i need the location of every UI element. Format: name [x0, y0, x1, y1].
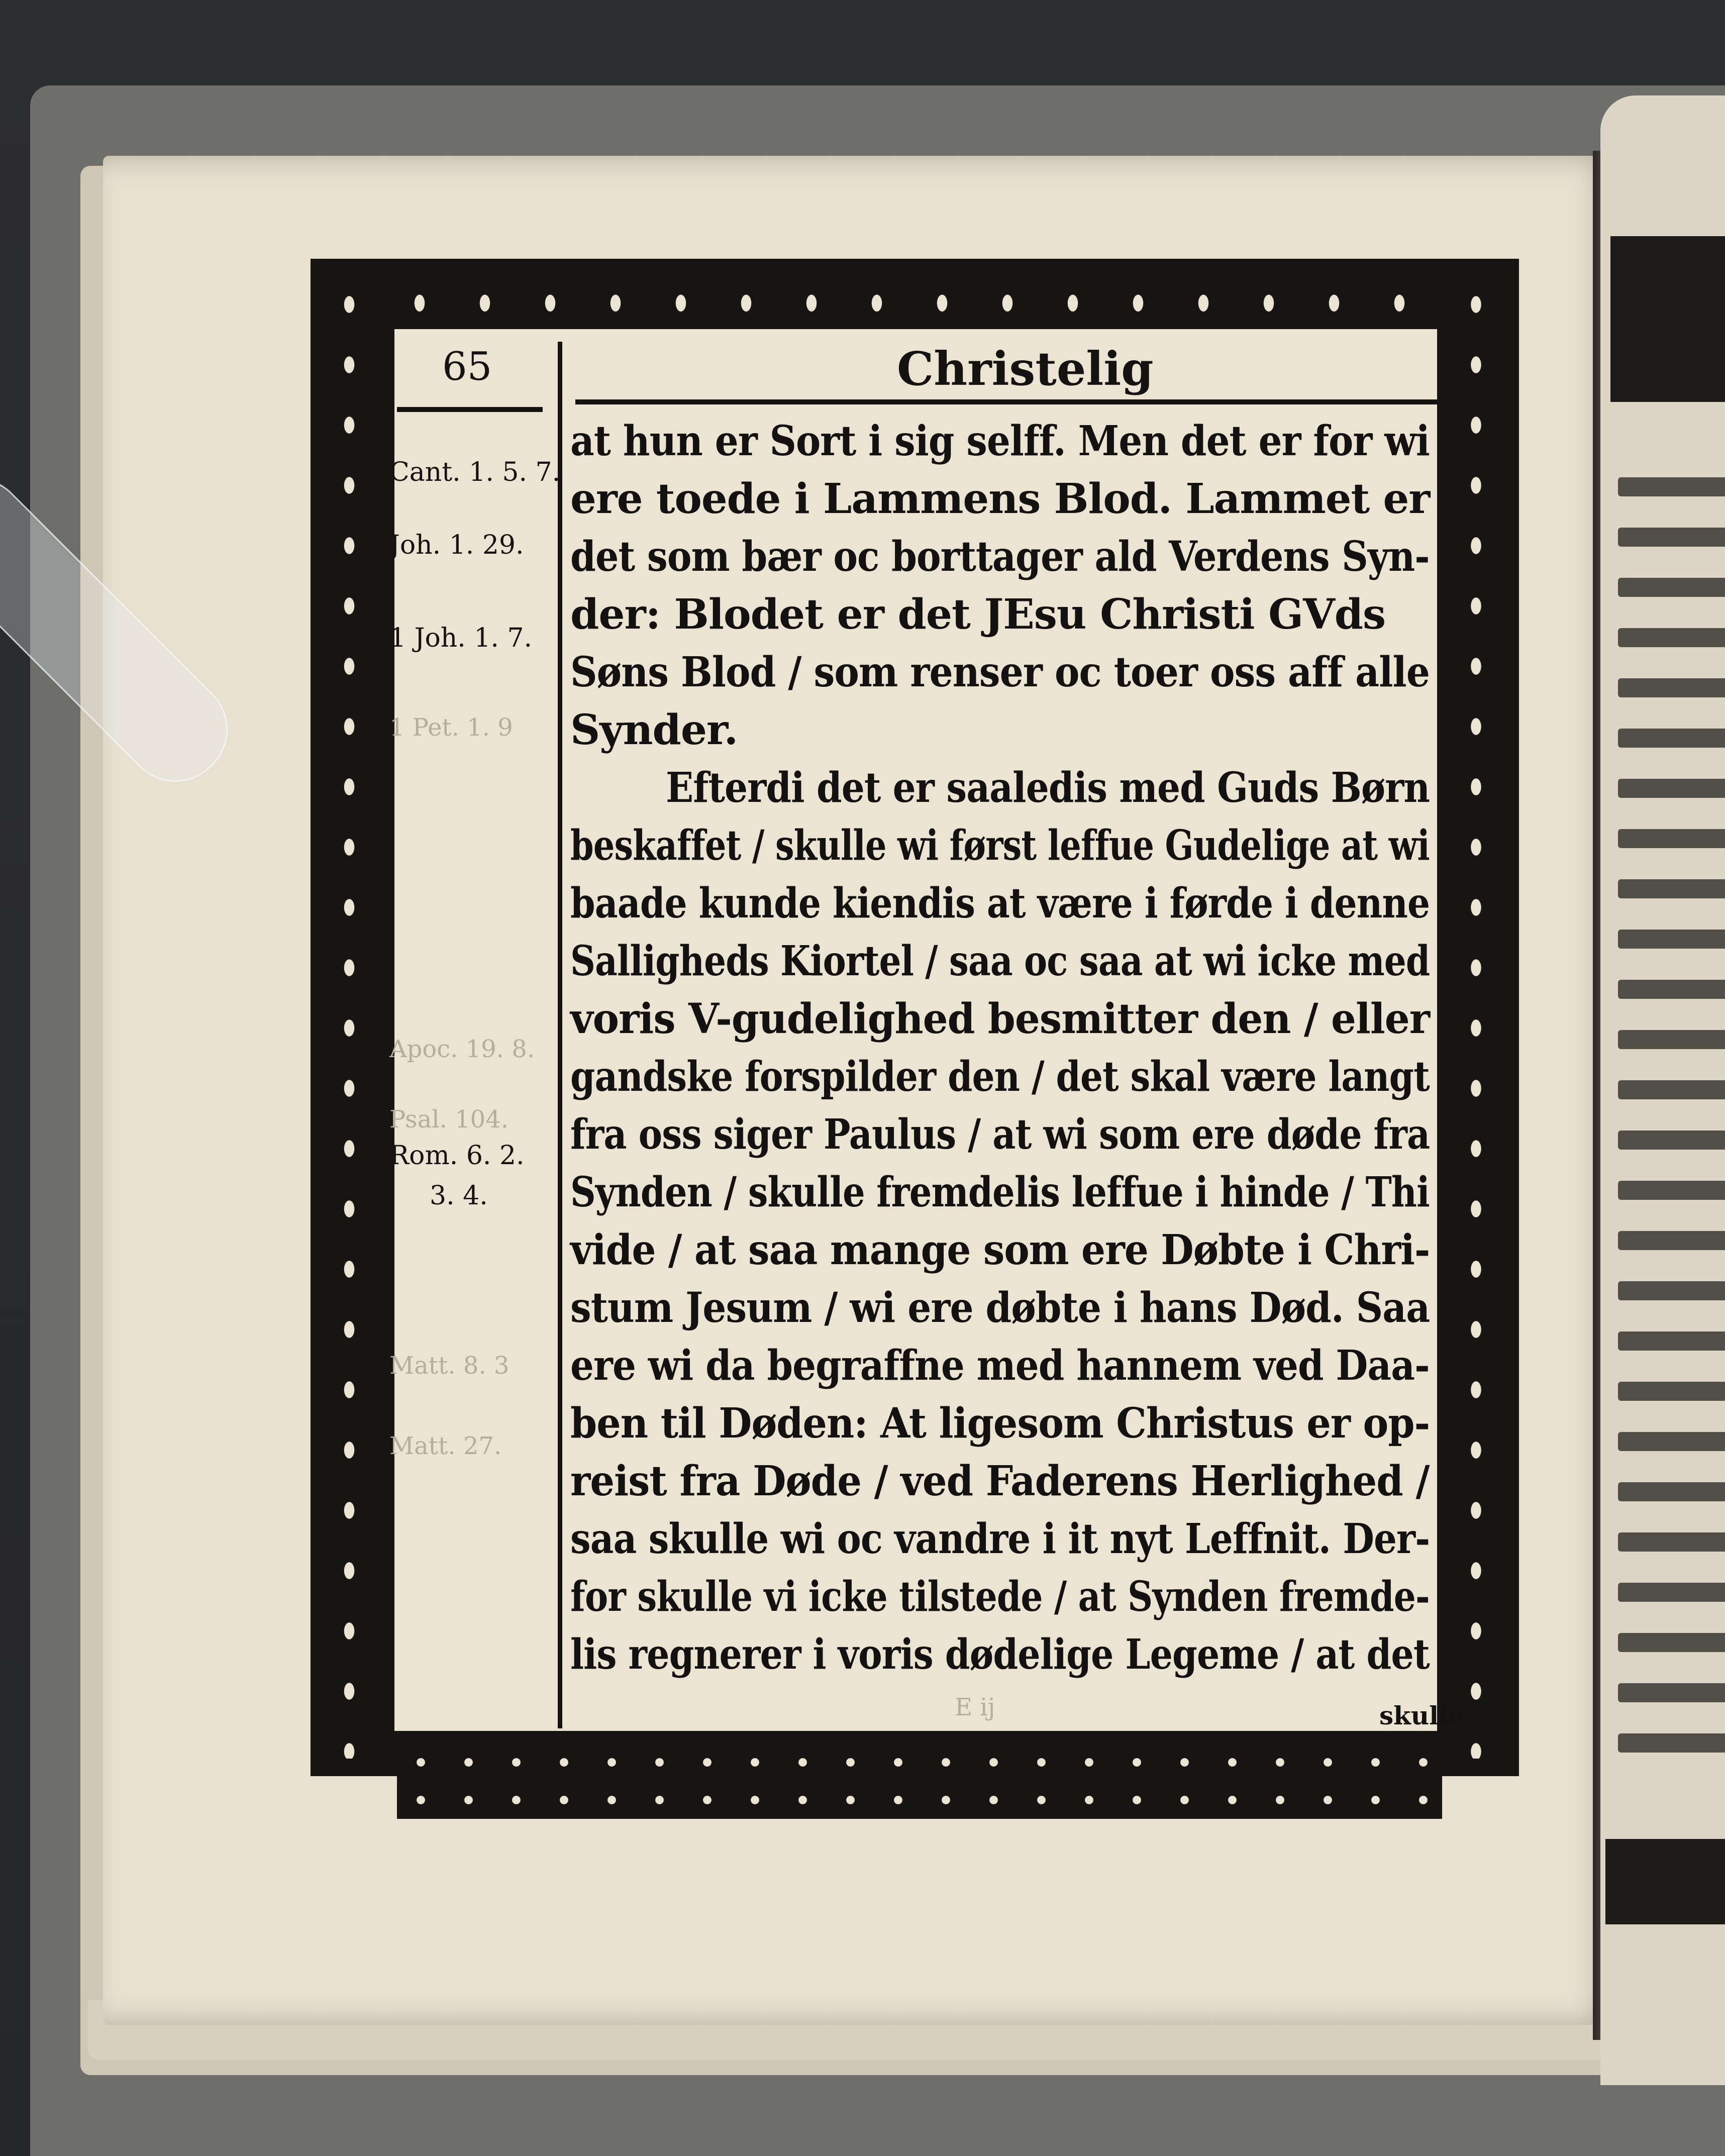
text-line: beskaffet / skulle wi først leffue Gudelige at wi [570, 822, 1430, 870]
facing-text-line [1618, 578, 1725, 597]
margin-note: Cant. 1. 5. 7. [389, 457, 561, 487]
page-header [394, 332, 1437, 402]
text-line: Salligheds Kiortel / saa oc saa at wi icke med [570, 937, 1430, 985]
text-line: der: Blodet er det JEsu Christi GVds [570, 590, 1386, 639]
text-line: det som bær oc borttager ald Verdens Syn- [570, 533, 1430, 581]
showthrough-note: Matt. 27. [389, 1432, 502, 1460]
showthrough-note: Apoc. 19. 8. [389, 1035, 535, 1063]
margin-note: Rom. 6. 2. [389, 1141, 525, 1171]
text-line: Synden / skulle fremdelis leffue i hinde / Thi [570, 1168, 1430, 1216]
header-rule [575, 399, 1437, 404]
facing-text-line [1618, 729, 1725, 748]
catchword: skulle [1379, 1701, 1464, 1730]
facing-text-line [1618, 980, 1725, 999]
text-line: gandske forspilder den / det skal være langt [570, 1053, 1430, 1101]
facing-text-line [1618, 477, 1725, 496]
text-line: ere toede i Lammens Blod. Lammet er [570, 475, 1430, 523]
facing-text-line [1618, 1181, 1725, 1200]
top-ornament-band [387, 271, 1432, 329]
facing-page [1600, 95, 1725, 2085]
margin-note: 3. 4. [430, 1181, 488, 1211]
text-line: reist fra Døde / ved Faderens Herlighed / [570, 1457, 1430, 1505]
facing-text-line [1618, 1080, 1725, 1099]
text-line: ben til Døden: At ligesom Christus er op- [570, 1399, 1430, 1448]
text-line: vide / at saa mange som ere Døbte i Chri- [570, 1226, 1430, 1274]
facing-text-line [1618, 1733, 1725, 1753]
facing-text-line [1618, 1231, 1725, 1250]
text-line: voris V-gudelighed besmitter den / eller [570, 995, 1430, 1043]
bottom-ornament-band [397, 1743, 1442, 1819]
facing-text-line [1618, 1482, 1725, 1501]
facing-text-line [1618, 829, 1725, 848]
text-line: ere wi da begraffne med hannem ved Daa- [570, 1342, 1430, 1390]
facing-page-ornament [1605, 1839, 1725, 1924]
margin-note: 1 Joh. 1. 7. [389, 623, 533, 653]
facing-text-line [1618, 930, 1725, 949]
text-line: stum Jesum / wi ere døbte i hans Død. Saa [570, 1284, 1430, 1332]
text-line: Efterdi det er saaledis med Guds Børn [666, 764, 1430, 812]
facing-text-line [1618, 1683, 1725, 1702]
text-line: Synder. [570, 706, 738, 754]
facing-text-line [1618, 1131, 1725, 1150]
text-line: Søns Blod / som renser oc toer oss aff alle [570, 648, 1430, 696]
showthrough-signature: E ij [955, 1693, 995, 1721]
margin-header-rule [397, 407, 543, 412]
text-line: baade kunde kiendis at være i førde i denne [570, 879, 1430, 928]
facing-text-line [1618, 1432, 1725, 1451]
page-number: 65 [442, 344, 492, 389]
facing-text-line [1618, 678, 1725, 697]
showthrough-note: Psal. 104. [389, 1105, 509, 1134]
text-line: fra oss siger Paulus / at wi som ere døde fra [570, 1110, 1430, 1159]
text-line: at hun er Sort i sig selff. Men det er for wi [570, 417, 1430, 465]
facing-text-line [1618, 779, 1725, 798]
facing-text-line [1618, 628, 1725, 647]
facing-text-line [1618, 528, 1725, 547]
facing-text-line [1618, 1583, 1725, 1602]
running-head: Christelig [897, 342, 1154, 396]
margin-note: Joh. 1. 29. [389, 530, 524, 560]
text-line: lis regnerer i voris dødelige Legeme / at det [570, 1630, 1430, 1679]
left-ornament-band [317, 271, 382, 1759]
showthrough-note: 1 Pet. 1. 9 [389, 713, 513, 742]
facing-page-border [1610, 236, 1725, 402]
right-ornament-band [1442, 271, 1510, 1759]
facing-text-line [1618, 1382, 1725, 1401]
text-line: saa skulle wi oc vandre i it nyt Leffnit. Der- [570, 1515, 1430, 1563]
showthrough-note: Matt. 8. 3 [389, 1352, 510, 1380]
facing-text-line [1618, 1331, 1725, 1351]
facing-text-line [1618, 1532, 1725, 1552]
facing-text-line [1618, 1281, 1725, 1300]
facing-text-line [1618, 879, 1725, 898]
facing-text-line [1618, 1633, 1725, 1652]
column-divider [558, 342, 562, 1728]
text-line: for skulle vi icke tilstede / at Synden fremde- [570, 1573, 1430, 1621]
facing-text-line [1618, 1030, 1725, 1049]
